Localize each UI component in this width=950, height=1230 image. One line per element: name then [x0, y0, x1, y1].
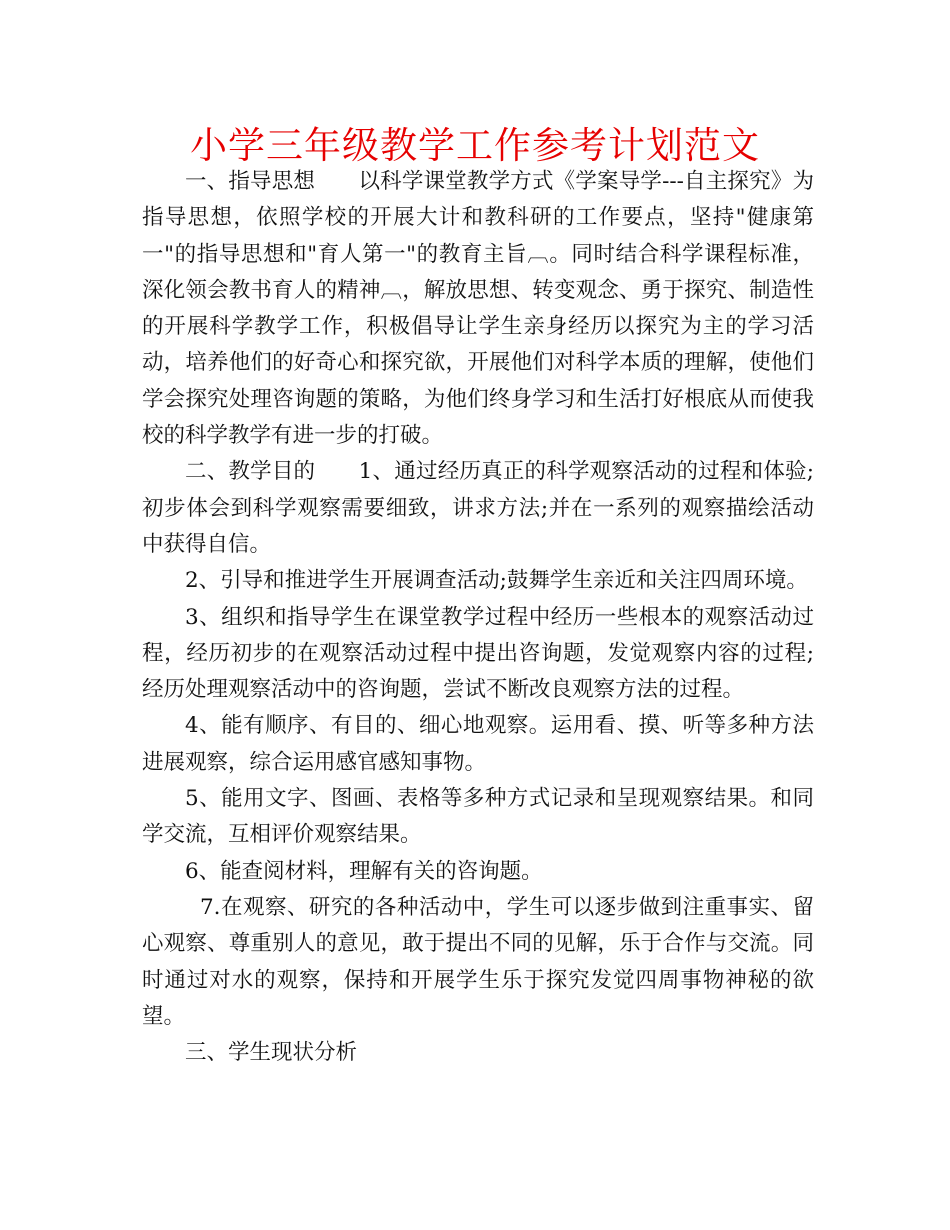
paragraph-student-analysis-heading: 三、学生现状分析 [185, 1040, 358, 1066]
paragraph-teaching-goals: 二、教学目的 1、通过经历真正的科学观察活动的过程和体验;初步体会到科学观察需要细致，讲求方法;并在一系列的观察描绘活动中获得自信。 [142, 459, 814, 557]
paragraph-goal-6: 6、能查阅材料，理解有关的咨询题。 [185, 858, 543, 884]
paragraph-goal-3: 3、组织和指导学生在课堂教学过程中经历一些根本的观察活动过程，经历初步的在观察活动过程中提出咨询题，发觉观察内容的过程;经历处理观察活动中的咨询题，尝试不断改良观察方法的过程。 [142, 604, 814, 703]
paragraph-guiding-ideology: 一、指导思想 以科学课堂教学方式《学案导学---自主探究》为指导思想，依照学校的开展大计和教科研的工作要点，坚持"健康第一"的指导思想和"育人第一"的教育主旨︹。同时结合科学课程标准，深化领会教书育人的精神︹，解放思想、转变观念、勇于探究、制造性的开展科学教学工作，积极倡导让学生亲身经历以探究为主的学习活动，培养他们的好奇心和探究欲，开展他们对科学本质的理解，使他们学会探究处理咨询题的策略，为他们终身学习和生活打好根底从而使我校的科学教学有进一步的打破。 [142, 169, 814, 449]
paragraph-goal-4: 4、能有顺序、有目的、细心地观察。运用看、摸、听等多种方法进展观察，综合运用感官感知事物。 [142, 713, 814, 775]
paragraph-goal-7: 7.在观察、研究的各种活动中，学生可以逐步做到注重事实、留心观察、尊重别人的意见，敢于提出不同的见解，乐于合作与交流。同时通过对水的观察，保持和开展学生乐于探究发觉四周事物神秘的欲望。 [142, 894, 814, 1029]
document-title: 小学三年级教学工作参考计划范文 [190, 124, 760, 167]
paragraph-goal-5: 5、能用文字、图画、表格等多种方式记录和呈现观察结果。和同学交流，互相评价观察结果。 [142, 786, 814, 848]
paragraph-goal-2: 2、引导和推进学生开展调查活动;鼓舞学生亲近和关注四周环境。 [185, 568, 808, 594]
document-body [142, 164, 814, 1071]
